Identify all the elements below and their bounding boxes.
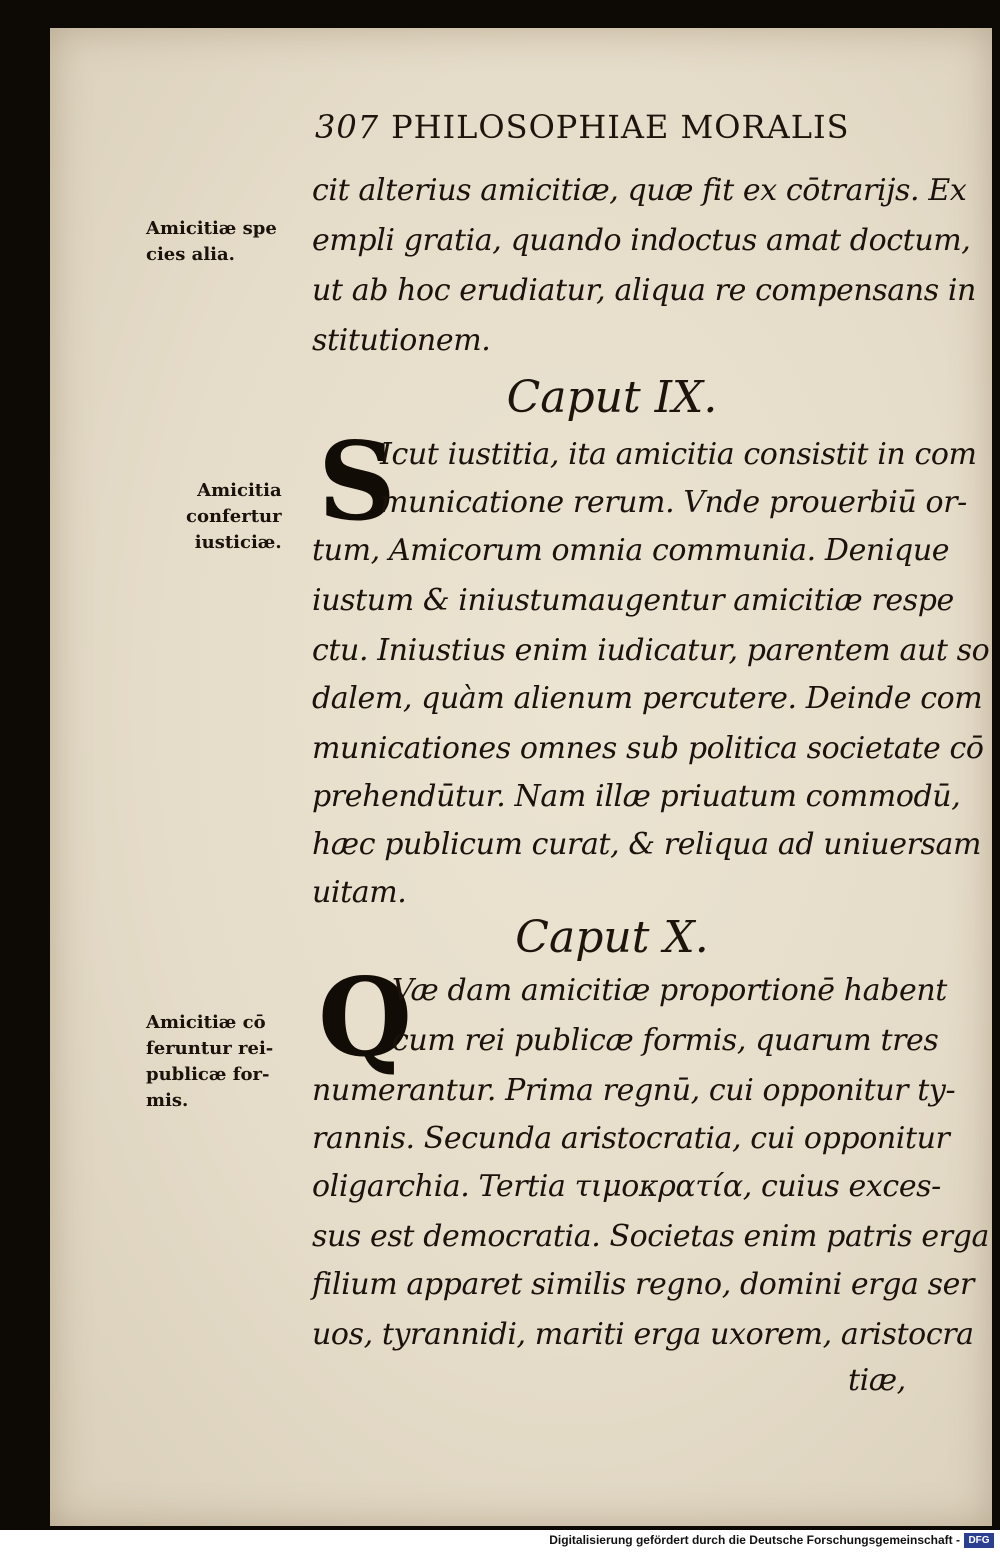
- footer-bar: [0, 1530, 1000, 1552]
- text-line: rannis. Secunda aristocratia, cui opponitur: [312, 1121, 950, 1156]
- marginal-note-line: Amicitiæ cō: [146, 1012, 266, 1033]
- page-number: 307: [315, 108, 380, 146]
- text-line: cit alterius amicitiæ, quæ fit ex cōtrarijs. Ex: [312, 173, 967, 208]
- marginal-note-line: cies alia.: [146, 244, 235, 265]
- marginal-note: [146, 216, 277, 268]
- marginal-note: [186, 478, 282, 556]
- text-line: municatione rerum. Vnde prouerbiū or-: [380, 485, 967, 520]
- text-line: numerantur. Prima regnū, cui opponitur ty-: [312, 1073, 956, 1108]
- text-line: Væ dam amicitiæ proportionē habent: [392, 973, 947, 1008]
- marginal-note-line: Amicitia: [197, 480, 282, 501]
- text-line: dalem, quàm alienum percutere. Deinde com: [312, 681, 983, 716]
- marginal-note: [146, 1010, 273, 1114]
- text-line: uitam.: [312, 875, 407, 910]
- text-line: sus est democratia. Societas enim patris erga: [312, 1219, 989, 1254]
- text-line: Icut iustitia, ita amicitia consistit in com: [380, 437, 977, 472]
- chapter-heading-ix: Caput IX.: [506, 372, 718, 423]
- drop-capital-s: S: [318, 419, 396, 545]
- text-line: prehendūtur. Nam illæ priuatum commodū,: [312, 779, 961, 814]
- text-line: cum rei publicæ formis, quarum tres: [392, 1023, 939, 1058]
- marginal-note-line: mis.: [146, 1090, 189, 1111]
- text-line: hæc publicum curat, & reliqua ad uniuersam: [312, 827, 982, 862]
- marginal-note-line: iusticiæ.: [194, 532, 282, 553]
- text-line: iustum & iniustumaugentur amicitiæ respe: [312, 583, 954, 618]
- text-line: stitutionem.: [312, 323, 491, 358]
- catchword: tiæ,: [848, 1363, 906, 1398]
- running-header: [315, 108, 915, 146]
- text-line: municationes omnes sub politica societate cō: [312, 731, 984, 766]
- funding-notice: Digitalisierung gefördert durch die Deutsche Forschungsgemeinschaft -: [549, 1533, 960, 1547]
- text-line: ut ab hoc erudiatur, aliqua re compensans in: [312, 273, 976, 308]
- text-line: uos, tyrannidi, mariti erga uxorem, aristocra: [312, 1317, 974, 1352]
- marginal-note-line: feruntur rei-: [146, 1038, 274, 1059]
- text-line: filium apparet similis regno, domini erga ser: [312, 1267, 974, 1302]
- text-line: ctu. Iniustius enim iudicatur, parentem aut so: [312, 633, 990, 668]
- running-title: PHILOSOPHIAE MORALIS: [391, 108, 850, 146]
- text-line: tum, Amicorum omnia communia. Denique: [312, 533, 950, 568]
- text-line: oligarchia. Tertia τιμοκρατία, cuius exces-: [312, 1169, 941, 1204]
- dfg-logo: DFG: [964, 1533, 994, 1548]
- marginal-note-line: publicæ for-: [146, 1064, 270, 1085]
- marginal-note-line: Amicitiæ spe: [146, 218, 277, 239]
- text-line: empli gratia, quando indoctus amat doctum,: [312, 223, 971, 258]
- marginal-note-line: confertur: [186, 506, 282, 527]
- chapter-heading-x: Caput X.: [515, 912, 709, 963]
- drop-capital-q: Q: [318, 955, 413, 1081]
